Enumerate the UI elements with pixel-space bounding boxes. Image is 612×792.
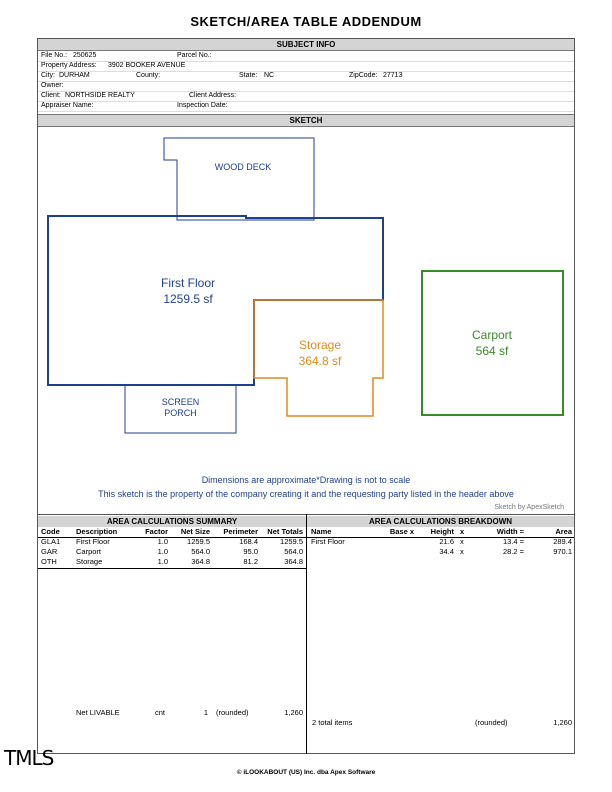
property-address-label: Property Address: — [41, 62, 97, 69]
sketch-credit: Sketch by ApexSketch — [494, 504, 564, 511]
breakdown-col-name: Name — [311, 527, 332, 536]
breakdown-header: AREA CALCULATIONS BREAKDOWN — [307, 516, 574, 527]
inspection-date-label: Inspection Date: — [177, 102, 228, 109]
summary-net-total: 364.8 — [284, 557, 303, 566]
property-address-value: 3902 BOOKER AVENUE — [108, 62, 186, 69]
breakdown-col-area: Area — [555, 527, 572, 536]
sketch-drawing — [38, 126, 574, 514]
summary-net-size: 564.0 — [191, 547, 210, 556]
summary-header: AREA CALCULATIONS SUMMARY — [38, 516, 306, 527]
breakdown-col-x: x — [460, 527, 465, 536]
breakdown-height: 21.6 — [439, 537, 454, 546]
parcel-no-label: Parcel No.: — [177, 52, 212, 59]
breakdown-x: x — [460, 537, 464, 546]
summary-net-total: 564.0 — [284, 547, 303, 556]
sketch-header: SKETCH — [38, 114, 574, 127]
breakdown-width: 28.2 = — [502, 547, 524, 556]
breakdown-x: x — [460, 547, 464, 556]
subject-info-header: SUBJECT INFO — [38, 39, 574, 51]
floor-plan — [38, 126, 574, 514]
summary-factor: 1.0 — [157, 557, 168, 566]
client-label: Client: — [41, 92, 61, 99]
summary-perimeter: 95.0 — [243, 547, 258, 556]
breakdown-col-height: Height — [430, 527, 454, 536]
city-value: DURHAM — [59, 72, 90, 79]
breakdown-width: 13.4 = — [502, 537, 524, 546]
info-row-appraiser — [38, 101, 574, 112]
summary-code: GAR — [41, 547, 58, 556]
carport-area: 564 sf — [475, 344, 509, 358]
summary-description: Storage — [76, 557, 103, 566]
summary-perimeter: 168.4 — [239, 537, 258, 546]
summary-factor: 1.0 — [157, 547, 168, 556]
client-value: NORTHSIDE REALTY — [65, 92, 135, 99]
net-livable-count: 1 — [203, 708, 208, 717]
net-livable-unit: cnt — [155, 708, 166, 717]
copyright-footer: © iLOOKABOUT (US) Inc. dba Apex Software — [236, 769, 376, 776]
property-note: This sketch is the property of the company creating it and the requesting party listed in the header above — [98, 489, 514, 499]
summary-rows-rule — [38, 568, 306, 569]
screen-porch-label-line1: SCREEN — [161, 397, 200, 407]
summary-col-description: Description — [76, 527, 118, 536]
net-livable-label: Net LIVABLE — [76, 708, 120, 717]
county-label: County: — [136, 72, 161, 79]
summary-net-size: 1259.5 — [187, 537, 210, 546]
summary-description: Carport — [76, 547, 102, 556]
wood-deck-shape — [164, 138, 314, 220]
summary-col-factor: Factor — [145, 527, 168, 536]
scale-note: Dimensions are approximate*Drawing is not to scale — [201, 475, 411, 485]
breakdown-name: First Floor — [311, 537, 345, 546]
summary-net-total: 1259.5 — [280, 537, 303, 546]
summary-col-perimeter: Perimeter — [223, 527, 258, 536]
city-label: City: — [41, 72, 55, 79]
storage-label: Storage — [298, 338, 342, 352]
breakdown-area: 289.4 — [553, 537, 572, 546]
breakdown-area: 970.1 — [553, 547, 572, 556]
zip-value: 27713 — [383, 72, 403, 79]
summary-perimeter: 81.2 — [243, 557, 258, 566]
file-no-value: 250625 — [73, 52, 97, 59]
storage-area: 364.8 sf — [298, 354, 342, 368]
owner-label: Owner: — [41, 82, 64, 89]
client-address-label: Client Address: — [189, 92, 237, 99]
first-floor-label: First Floor — [161, 276, 215, 290]
breakdown-height: 34.4 — [439, 547, 454, 556]
file-no-label: File No.: — [41, 52, 68, 59]
summary-net-size: 364.8 — [191, 557, 210, 566]
summary-factor: 1.0 — [157, 537, 168, 546]
carport-shape — [422, 271, 563, 415]
page-title: SKETCH/AREA TABLE ADDENDUM — [190, 14, 422, 29]
carport-label: Carport — [471, 328, 512, 342]
summary-col-net-size: Net Size — [180, 527, 210, 536]
breakdown-col-base: Base x — [389, 527, 414, 536]
breakdown-total-items: 2 total items — [312, 718, 353, 727]
breakdown-rounded: (rounded) — [475, 718, 508, 727]
mls-logo: TMLS — [4, 746, 54, 770]
wood-deck-label: WOOD DECK — [214, 162, 272, 172]
first-floor-area: 1259.5 sf — [163, 292, 213, 306]
zip-label: ZipCode: — [349, 72, 378, 79]
summary-col-net-totals: Net Totals — [267, 527, 303, 536]
state-value: NC — [264, 72, 275, 79]
net-livable-total: 1,260 — [284, 708, 303, 717]
state-label: State: — [239, 72, 258, 79]
breakdown-total: 1,260 — [553, 718, 572, 727]
summary-description: First Floor — [76, 537, 110, 546]
breakdown-col-width: Width = — [496, 527, 524, 536]
appraiser-label: Appraiser Name: — [41, 102, 94, 109]
tables-divider — [306, 514, 307, 754]
summary-code: OTH — [41, 557, 57, 566]
screen-porch-label-line2: PORCH — [164, 408, 197, 418]
net-livable-rounded: (rounded) — [216, 708, 249, 717]
summary-col-code: Code — [41, 527, 60, 536]
summary-code: GLA1 — [41, 537, 61, 546]
